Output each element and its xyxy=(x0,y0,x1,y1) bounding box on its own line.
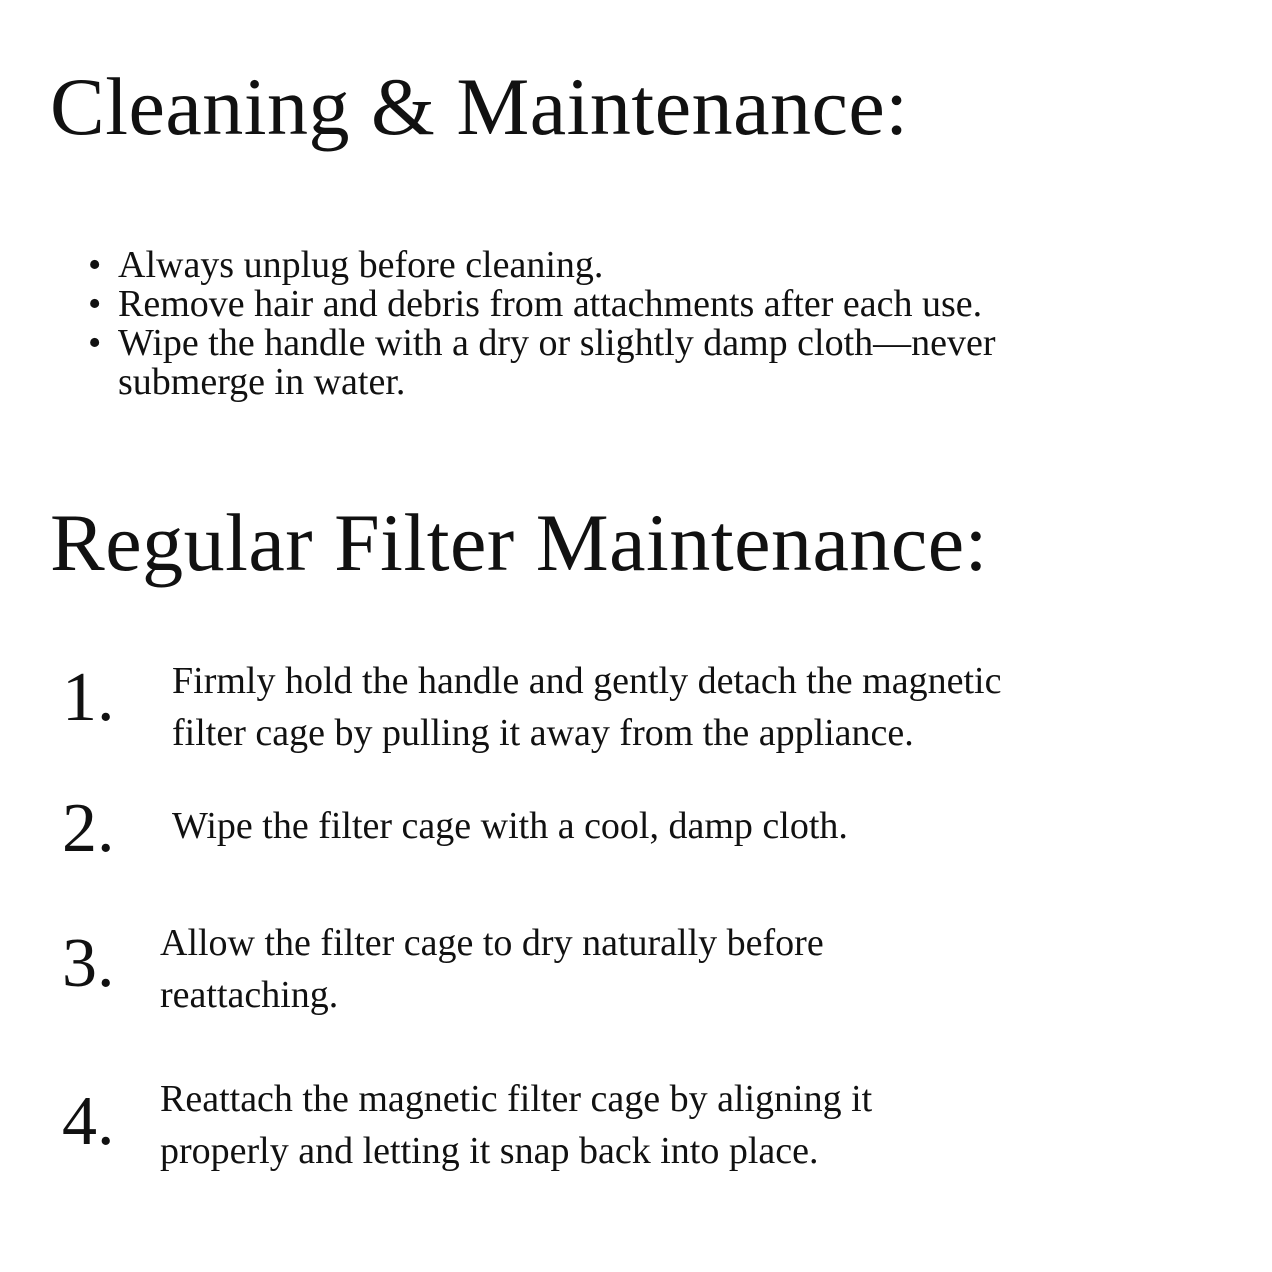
step-text-line: properly and letting it snap back into place. xyxy=(160,1130,819,1172)
list-item xyxy=(88,246,1208,285)
bullet-text: Remove hair and debris from attachments after each use. xyxy=(118,283,983,325)
step-number: 4. xyxy=(62,1083,115,1160)
step-number: 1. xyxy=(62,659,115,736)
filter-maintenance-heading: Regular Filter Maintenance: xyxy=(50,497,988,588)
step-text-line: reattaching. xyxy=(160,974,339,1016)
list-item xyxy=(88,285,1208,324)
bullet-icon: • xyxy=(88,322,102,364)
step-text-line: Reattach the magnetic filter cage by aligning it xyxy=(160,1078,873,1120)
bullet-text: Wipe the handle with a dry or slightly damp cloth—never submerge in water. xyxy=(118,322,996,403)
step-text-line: filter cage by pulling it away from the appliance. xyxy=(172,712,914,754)
cleaning-maintenance-heading: Cleaning & Maintenance: xyxy=(50,61,909,152)
step-number: 2. xyxy=(62,790,115,867)
bullet-text: Always unplug before cleaning. xyxy=(118,244,604,286)
bullet-icon: • xyxy=(88,283,102,325)
step-text-line: Wipe the filter cage with a cool, damp cloth. xyxy=(172,805,848,847)
step-number: 3. xyxy=(62,925,115,1002)
list-item xyxy=(88,324,1128,402)
cleaning-bullet-list xyxy=(88,246,1208,402)
step-text-line: Allow the filter cage to dry naturally before xyxy=(160,922,824,964)
step-text-line: Firmly hold the handle and gently detach the magnetic xyxy=(172,660,1002,702)
bullet-icon: • xyxy=(88,244,102,286)
